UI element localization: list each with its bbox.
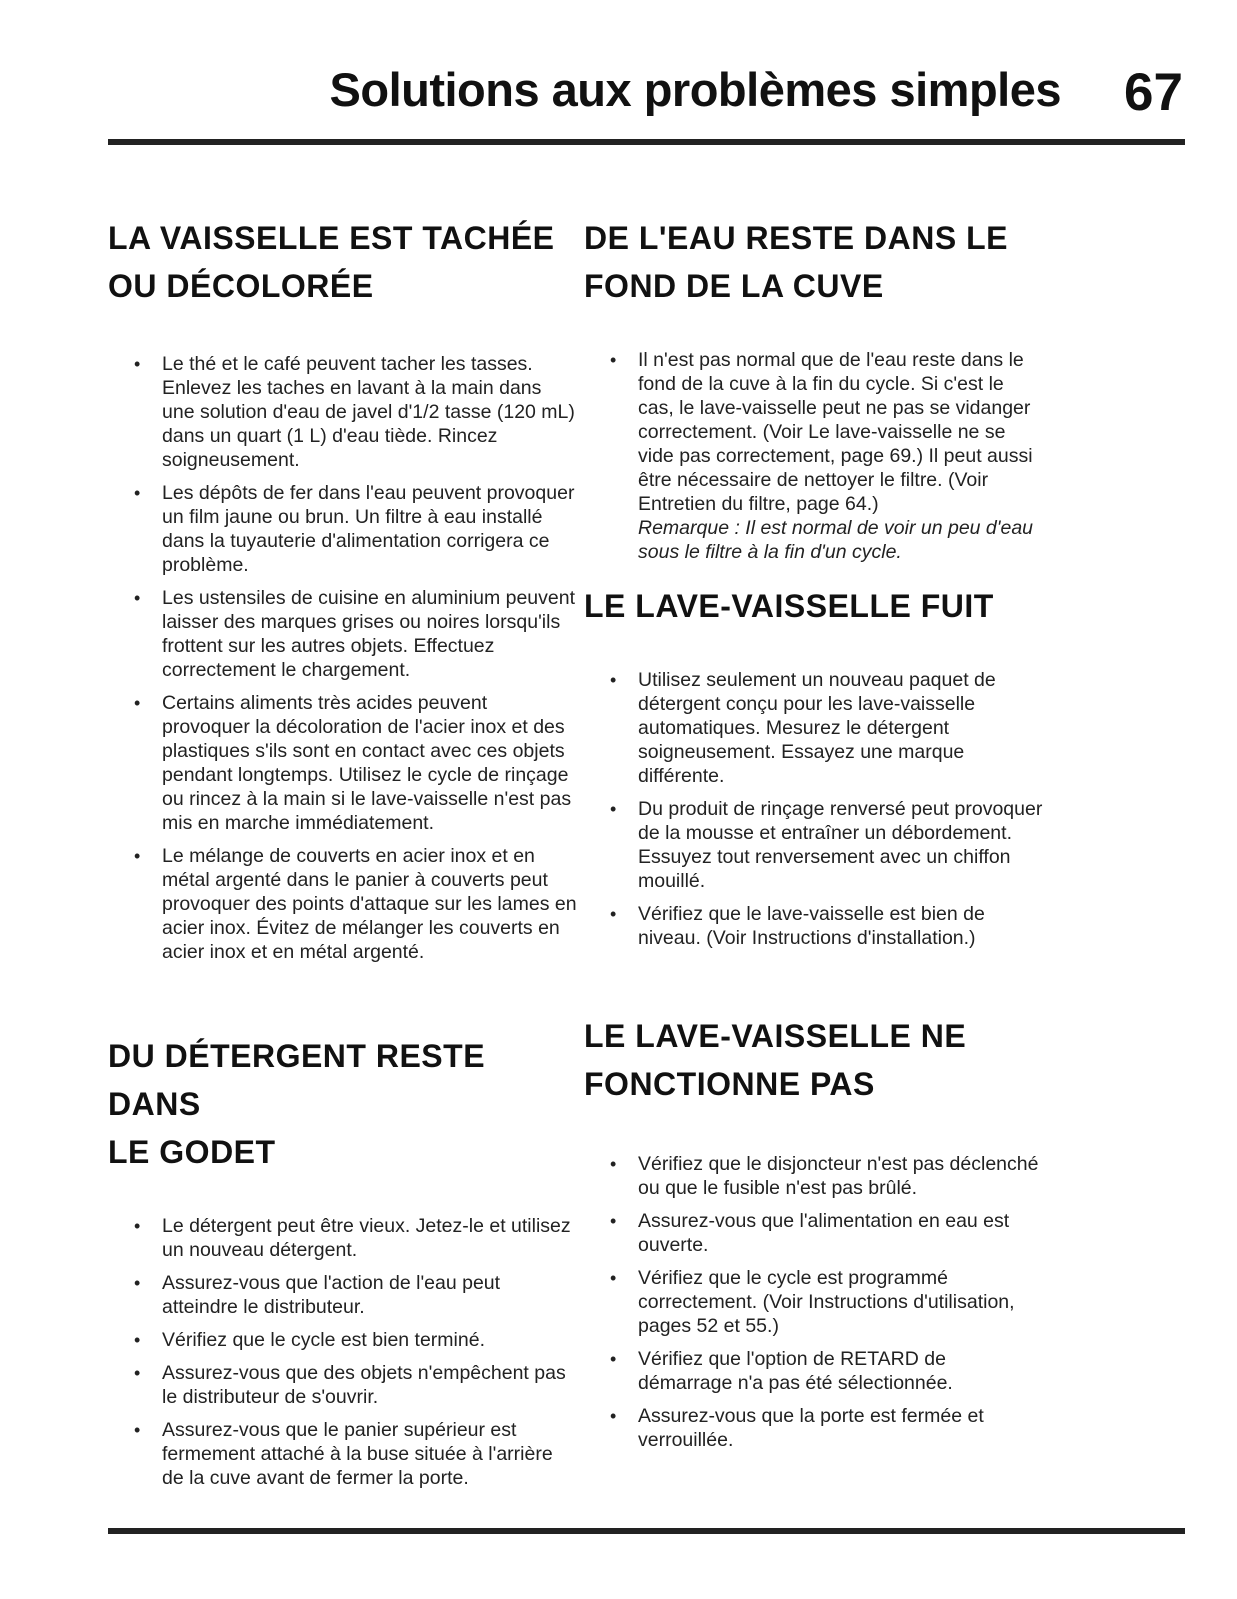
page-header (108, 62, 1183, 142)
bullet-icon: • (610, 350, 617, 370)
bullet-icon: • (610, 799, 617, 819)
bullet-icon: • (610, 1268, 617, 1288)
item-text: Vérifiez que le cycle est bien terminé. (162, 1329, 485, 1351)
bullet-icon: • (134, 1216, 141, 1236)
list-item (108, 1328, 578, 1352)
bullet-icon: • (610, 1211, 617, 1231)
section-heading (108, 1032, 578, 1176)
bullet-icon: • (134, 1420, 141, 1440)
list-item (584, 797, 1044, 893)
section-heading (108, 214, 578, 310)
list-item (108, 1271, 578, 1319)
list-item (584, 1152, 1044, 1200)
heading-line: LE LAVE-VAISSELLE NE (584, 1018, 967, 1054)
item-text: Assurez-vous que l'action de l'eau peut atteindre le distributeur. (162, 1272, 501, 1318)
list-item (584, 1209, 1044, 1257)
list-item (108, 1418, 578, 1490)
page-number: 67 (1124, 63, 1183, 122)
item-text: Vérifiez que le lave-vaisselle est bien de niveau. (Voir Instructions d'installation.) (638, 903, 985, 949)
bullet-list (108, 352, 578, 964)
bullet-icon: • (134, 1330, 141, 1350)
list-item (584, 348, 1044, 564)
section-water-remains (584, 214, 1044, 573)
bullet-list (584, 1152, 1044, 1452)
bullet-icon: • (610, 904, 617, 924)
list-item (584, 1404, 1044, 1452)
bullet-icon: • (610, 1349, 617, 1369)
bullet-icon: • (134, 483, 141, 503)
bullet-icon: • (134, 588, 141, 608)
list-item (584, 668, 1044, 788)
item-text: Du produit de rinçage renversé peut provoquer de la mousse et entraîner un débordement. Essuyez tout renversement avec un chiffon mouillé. (638, 798, 1043, 892)
note-text: Remarque : Il est normal de voir un peu d'eau sous le filtre à la fin d'un cycle. (638, 517, 1034, 563)
item-text: Certains aliments très acides peuvent provoquer la décoloration de l'acier inox et des plastiques s'ils sont en contact avec ces objets pendant longtemps. Utilisez le cycle de rinçage ou rincez à la main si le lave-vaisselle n'est pas mis en marche immédiatement. (162, 692, 572, 834)
footer-rule (108, 1528, 1185, 1534)
list-item (108, 691, 578, 835)
list-item (108, 1361, 578, 1409)
bullet-icon: • (134, 846, 141, 866)
item-text: Les dépôts de fer dans l'eau peuvent provoquer un film jaune ou brun. Un filtre à eau installé dans la tuyauterie d'alimentation corrigera ce problème. (162, 482, 575, 576)
item-text: Le détergent peut être vieux. Jetez-le et utilisez un nouveau détergent. (162, 1215, 571, 1261)
list-item (108, 586, 578, 682)
list-item (108, 481, 578, 577)
section-detergent-left (108, 1032, 578, 1499)
bullet-icon: • (134, 1273, 141, 1293)
section-heading (584, 214, 1044, 310)
section-heading (584, 1012, 1044, 1108)
item-text: Assurez-vous que le panier supérieur est fermement attaché à la buse située à l'arrière de la cuve avant de fermer la porte. (162, 1419, 553, 1489)
list-item (584, 902, 1044, 950)
heading-line: DU DÉTERGENT RESTE DANS (108, 1038, 486, 1122)
section-heading (584, 582, 1044, 630)
item-text: Les ustensiles de cuisine en aluminium peuvent laisser des marques grises ou noires lorsqu'ils frottent sur les autres objets. Effectuez correctement le chargement. (162, 587, 575, 681)
list-item (108, 844, 578, 964)
item-text: Le thé et le café peuvent tacher les tasses. Enlevez les taches en lavant à la main dans une solution d'eau de javel d'1/2 tasse (120 mL) dans un quart (1 L) d'eau tiède. Rincez soigneusement. (162, 353, 575, 471)
item-text: Vérifiez que l'option de RETARD de démarrage n'a pas été sélectionnée. (638, 1348, 953, 1394)
item-text: Vérifiez que le disjoncteur n'est pas déclenché ou que le fusible n'est pas brûlé. (638, 1153, 1039, 1199)
list-item (108, 1214, 578, 1262)
bullet-icon: • (134, 693, 141, 713)
bullet-list (108, 1214, 578, 1490)
item-text: Utilisez seulement un nouveau paquet de détergent conçu pour les lave-vaisselle automatiques. Mesurez le détergent soigneusement. Essayez une marque différente. (638, 669, 996, 787)
bullet-icon: • (610, 1154, 617, 1174)
section-stained-dishes (108, 214, 578, 973)
heading-line: FONCTIONNE PAS (584, 1066, 875, 1102)
item-text: Assurez-vous que des objets n'empêchent pas le distributeur de s'ouvrir. (162, 1362, 566, 1408)
heading-line: LE GODET (108, 1134, 276, 1170)
item-text: Assurez-vous que l'alimentation en eau est ouverte. (638, 1210, 1010, 1256)
bullet-list (584, 668, 1044, 950)
item-text: Le mélange de couverts en acier inox et en métal argenté dans le panier à couverts peut provoquer des points d'attaque sur les lames en acier inox. Évitez de mélanger les couverts en acier inox et en métal argenté. (162, 845, 577, 963)
list-item (584, 1266, 1044, 1338)
bullet-list (584, 348, 1044, 564)
section-not-running (584, 1012, 1044, 1461)
list-item (584, 1347, 1044, 1395)
list-item (108, 352, 578, 472)
bullet-icon: • (610, 1406, 617, 1426)
heading-line: FOND DE LA CUVE (584, 268, 884, 304)
bullet-icon: • (134, 1363, 141, 1383)
section-leaks (584, 582, 1044, 959)
heading-line: LA VAISSELLE EST TACHÉE (108, 220, 555, 256)
item-text: Il n'est pas normal que de l'eau reste dans le fond de la cuve à la fin du cycle. Si c'est le cas, le lave-vaisselle peut ne pas se vidanger correctement. (Voir Le lave-vaisselle ne se vide pas correctement, page 69.) Il peut aussi être nécessaire de nettoyer le filtre. (Voir Entretien du filtre, page 64.) (638, 349, 1033, 515)
header-rule (108, 139, 1185, 145)
page-title: Solutions aux problèmes simples (329, 63, 1061, 116)
heading-line: OU DÉCOLORÉE (108, 268, 374, 304)
item-text: Assurez-vous que la porte est fermée et verrouillée. (638, 1405, 984, 1451)
heading-line: DE L'EAU RESTE DANS LE (584, 220, 1008, 256)
item-text: Vérifiez que le cycle est programmé correctement. (Voir Instructions d'utilisation, pages 52 et 55.) (638, 1267, 1015, 1337)
heading-line: LE LAVE-VAISSELLE FUIT (584, 588, 994, 624)
bullet-icon: • (134, 354, 141, 374)
bullet-icon: • (610, 670, 617, 690)
